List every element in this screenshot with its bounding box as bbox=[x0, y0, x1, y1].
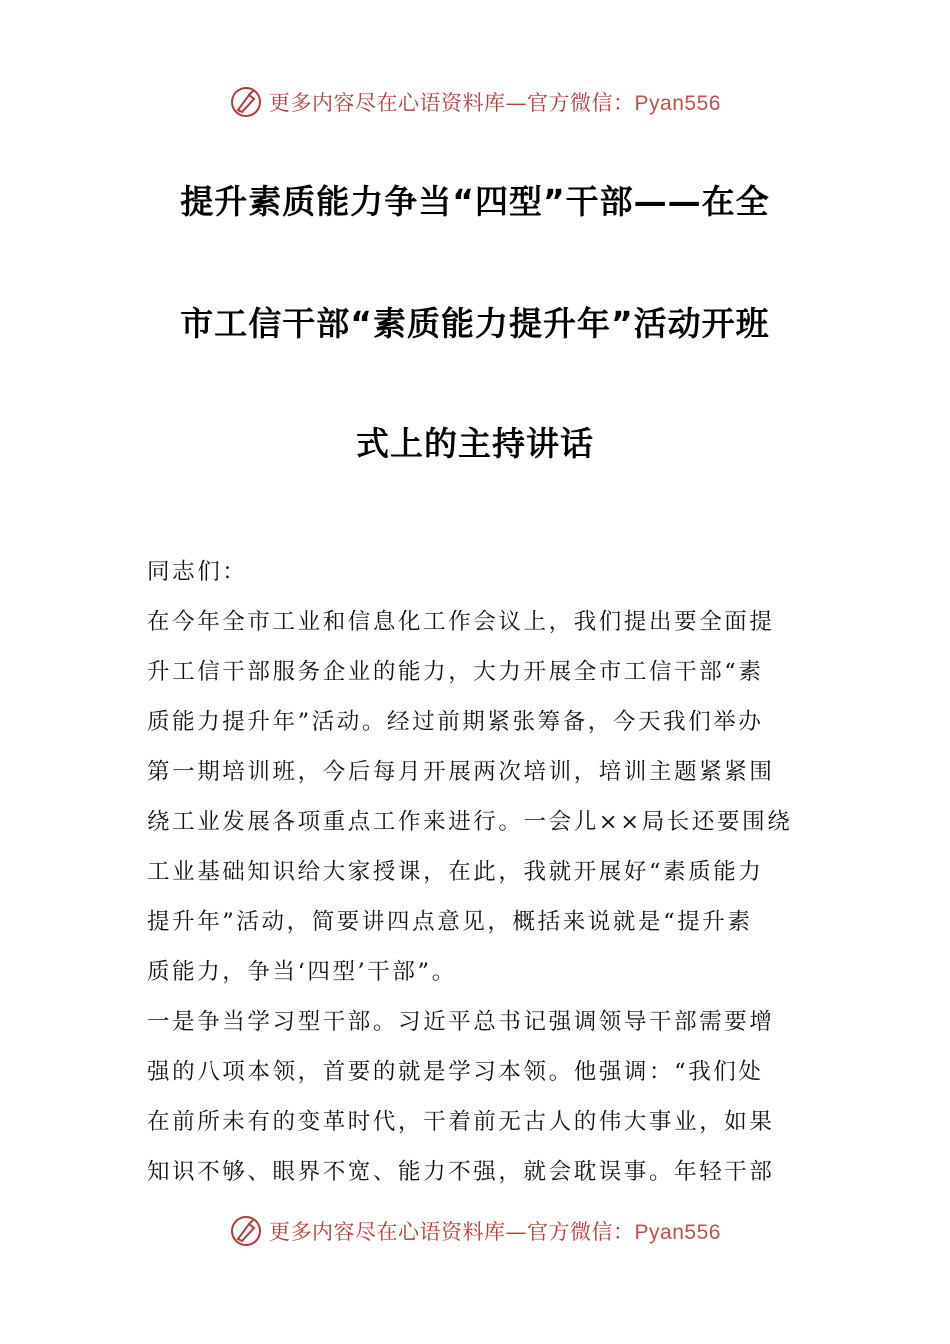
watermark-wechat-id: Pyan556 bbox=[634, 1221, 721, 1244]
body-line: 同志们： bbox=[147, 559, 248, 585]
body-line: 绕工业发展各项重点工作来进行。一会儿××局长还要围绕 bbox=[147, 809, 793, 835]
watermark-header bbox=[0, 82, 950, 122]
watermark-footer bbox=[0, 1211, 950, 1251]
body-line: 工业基础知识给大家授课，在此，我就开展好“素质能力 bbox=[147, 859, 764, 885]
body-line: 一是争当学习型干部。习近平总书记强调领导干部需要增 bbox=[147, 1009, 775, 1035]
body-line: 知识不够、眼界不宽、能力不强，就会耽误事。年轻干部 bbox=[147, 1159, 775, 1185]
pen-nib-circle-icon bbox=[229, 1214, 263, 1248]
document-title-line-2: 市工信干部“素质能力提升年”活动开班 bbox=[180, 304, 770, 343]
body-line: 在前所未有的变革时代，干着前无古人的伟大事业，如果 bbox=[147, 1109, 775, 1135]
body-line: 质能力提升年”活动。经过前期紧张筹备，今天我们举办 bbox=[147, 709, 764, 735]
body-line: 提升年”活动，简要讲四点意见，概括来说就是“提升素 bbox=[147, 909, 753, 935]
document-title-line-3: 式上的主持讲话 bbox=[356, 424, 594, 463]
watermark-brand: 更多内容尽在心语资料库—官方微信： bbox=[269, 1220, 635, 1244]
pen-nib-circle-icon bbox=[229, 85, 263, 119]
document-body bbox=[147, 547, 807, 1197]
body-line: 强的八项本领，首要的就是学习本领。他强调：“我们处 bbox=[147, 1059, 764, 1085]
watermark-text bbox=[269, 87, 721, 117]
body-line: 升工信干部服务企业的能力，大力开展全市工信干部“素 bbox=[147, 659, 764, 685]
document-title-line-1: 提升素质能力争当“四型”干部——在全 bbox=[180, 182, 770, 221]
body-line: 质能力，争当‘四型’干部”。 bbox=[147, 959, 457, 985]
watermark-brand: 更多内容尽在心语资料库—官方微信： bbox=[269, 91, 635, 115]
watermark-wechat-id: Pyan556 bbox=[634, 92, 721, 115]
body-line: 第一期培训班，今后每月开展两次培训，培训主题紧紧围 bbox=[147, 759, 775, 785]
watermark-text bbox=[269, 1216, 721, 1246]
body-line: 在今年全市工业和信息化工作会议上，我们提出要全面提 bbox=[147, 609, 775, 635]
